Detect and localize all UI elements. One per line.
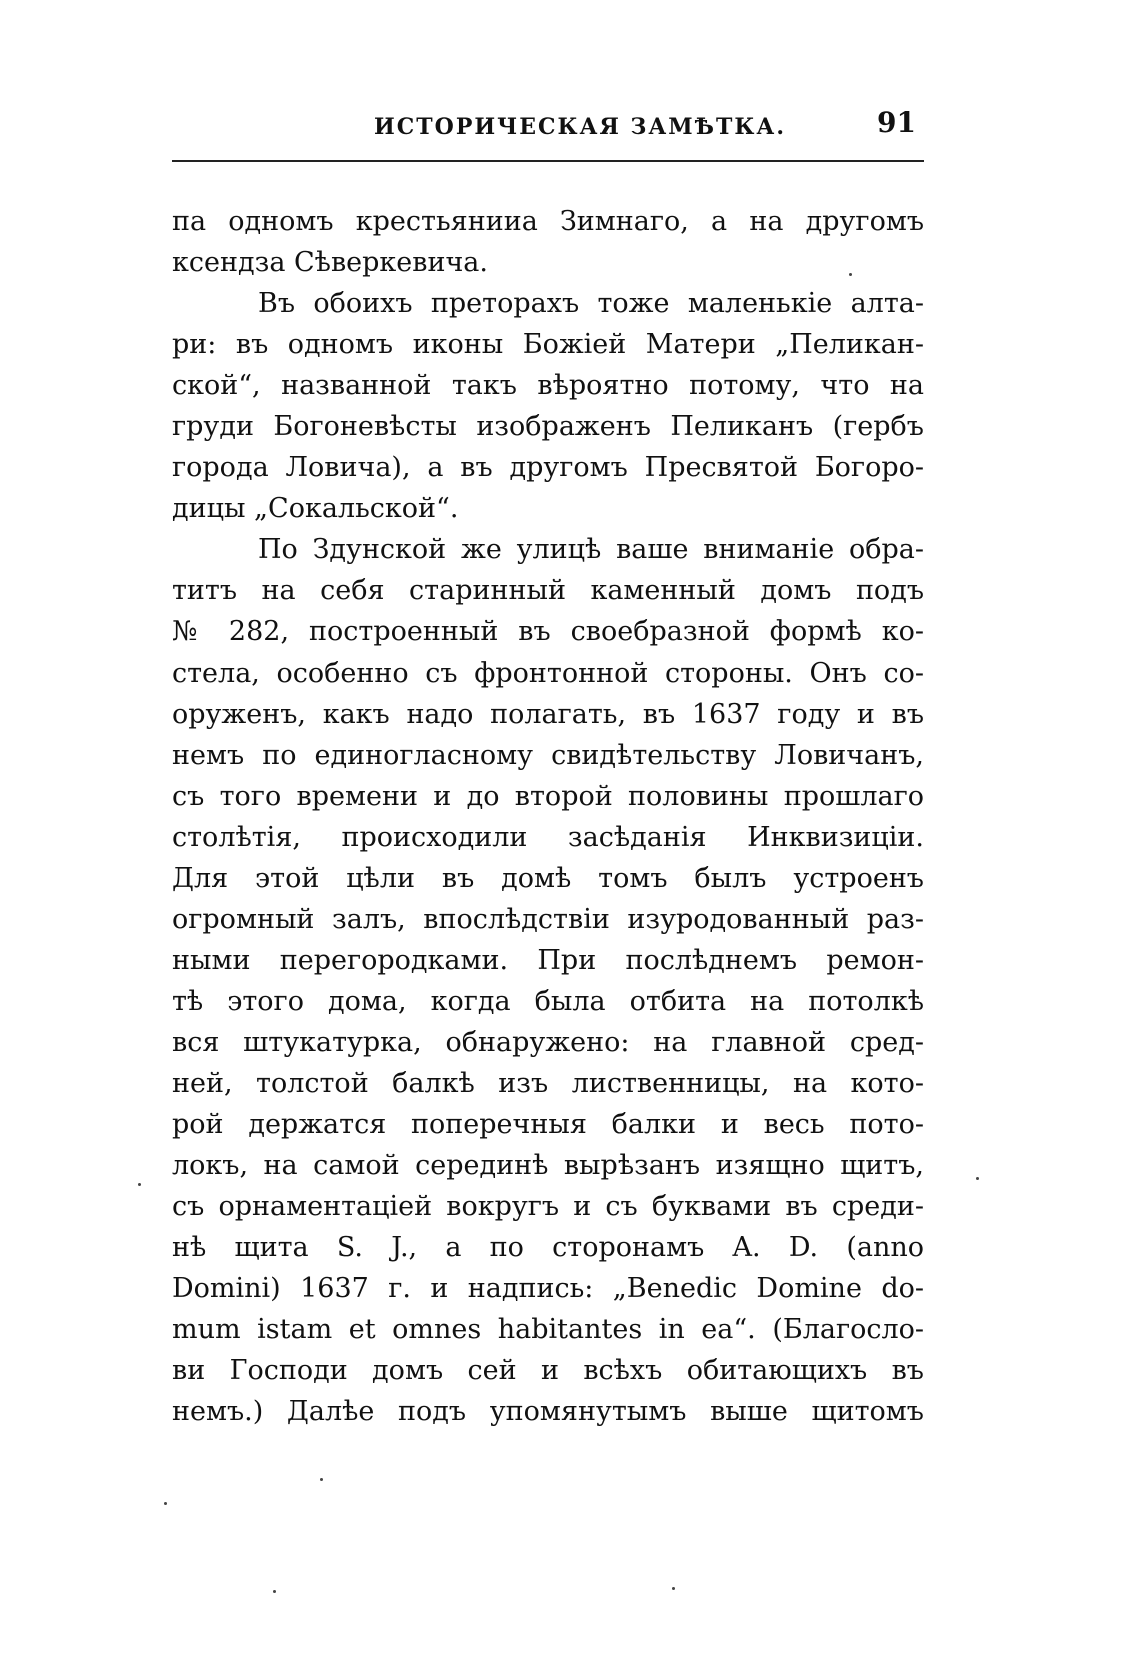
text-line: вся штукатурка, обнаружено: на главной сред- [172, 1026, 924, 1058]
scan-speck [849, 273, 852, 276]
text-line: па одномъ крестьянииа Зимнаго, а на другомъ [172, 206, 924, 237]
scan-speck [273, 1590, 276, 1593]
text-line: Въ обоихъ преторахъ тоже маленькіе алта- [258, 288, 924, 320]
text-line: ксендза Сѣверкевича. [172, 247, 488, 279]
scan-speck [976, 1177, 979, 1180]
text-line: немъ по единогласному свидѣтельству Ловичанъ, [172, 739, 924, 771]
text-line: mum istam et omnes habitantes in ea“. (Благосло- [172, 1314, 924, 1346]
text-line: ней, толстой балкѣ изъ лиственницы, на кото- [172, 1067, 924, 1099]
text-line: города Ловича), а въ другомъ Пресвятой Богоро- [172, 452, 924, 484]
text-line: Domini) 1637 г. и надпись: „Benedic Domine do- [172, 1273, 924, 1305]
running-head [172, 104, 922, 150]
text-line: № 282, построенный въ своебразной формѣ ко- [172, 616, 924, 648]
text-line: Для этой цѣли въ домѣ томъ былъ устроенъ [172, 862, 924, 894]
text-line: съ орнаментаціей вокругъ и съ буквами въ среди- [172, 1191, 924, 1223]
text-line: съ того времени и до второй половины прошлаго [172, 780, 924, 812]
text-line: немъ.) Далѣе подъ упомянутымъ выше щитомъ [172, 1396, 924, 1428]
text-line: По Здунской же улицѣ ваше вниманіе обра- [258, 534, 924, 566]
text-line: ви Господи домъ сей и всѣхъ обитающихъ въ [172, 1355, 924, 1387]
text-line: оруженъ, какъ надо полагать, въ 1637 году и въ [172, 698, 924, 730]
running-title: ИСТОРИЧЕСКАЯ ЗАМѢТКА. [374, 114, 786, 140]
page-number: 91 [877, 106, 916, 139]
text-line: ными перегородками. При послѣднемъ ремон- [172, 944, 924, 976]
header-rule [172, 160, 924, 162]
text-line: столѣтія, происходили засѣданія Инквизиціи. [172, 821, 924, 853]
text-line: ри: въ одномъ иконы Божіей Матери „Пеликан- [172, 329, 924, 361]
scan-speck [672, 1587, 675, 1590]
scan-speck [164, 1502, 167, 1505]
text-line: ской“, названной такъ вѣроятно потому, что на [172, 370, 924, 402]
text-line: груди Богоневѣсты изображенъ Пеликанъ (гербъ [172, 411, 924, 443]
text-line: локъ, на самой серединѣ вырѣзанъ изящно щитъ, [172, 1150, 924, 1182]
text-line: огромный залъ, впослѣдствіи изуродованный раз- [172, 903, 924, 935]
text-line: нѣ щита S. J., а по сторонамъ A. D. (anno [172, 1232, 924, 1264]
text-line: стела, особенно съ фронтонной стороны. Онъ со- [172, 657, 924, 689]
text-line: дицы „Сокальской“. [172, 493, 459, 525]
body-text [172, 201, 924, 1432]
text-line: титъ на себя старинный каменный домъ подъ [172, 575, 924, 607]
scan-speck [138, 1183, 141, 1186]
text-line: рой держатся поперечныя балки и весь пото- [172, 1109, 924, 1141]
scan-speck [320, 1478, 323, 1481]
text-line: тѣ этого дома, когда была отбита на потолкѣ [172, 985, 924, 1017]
